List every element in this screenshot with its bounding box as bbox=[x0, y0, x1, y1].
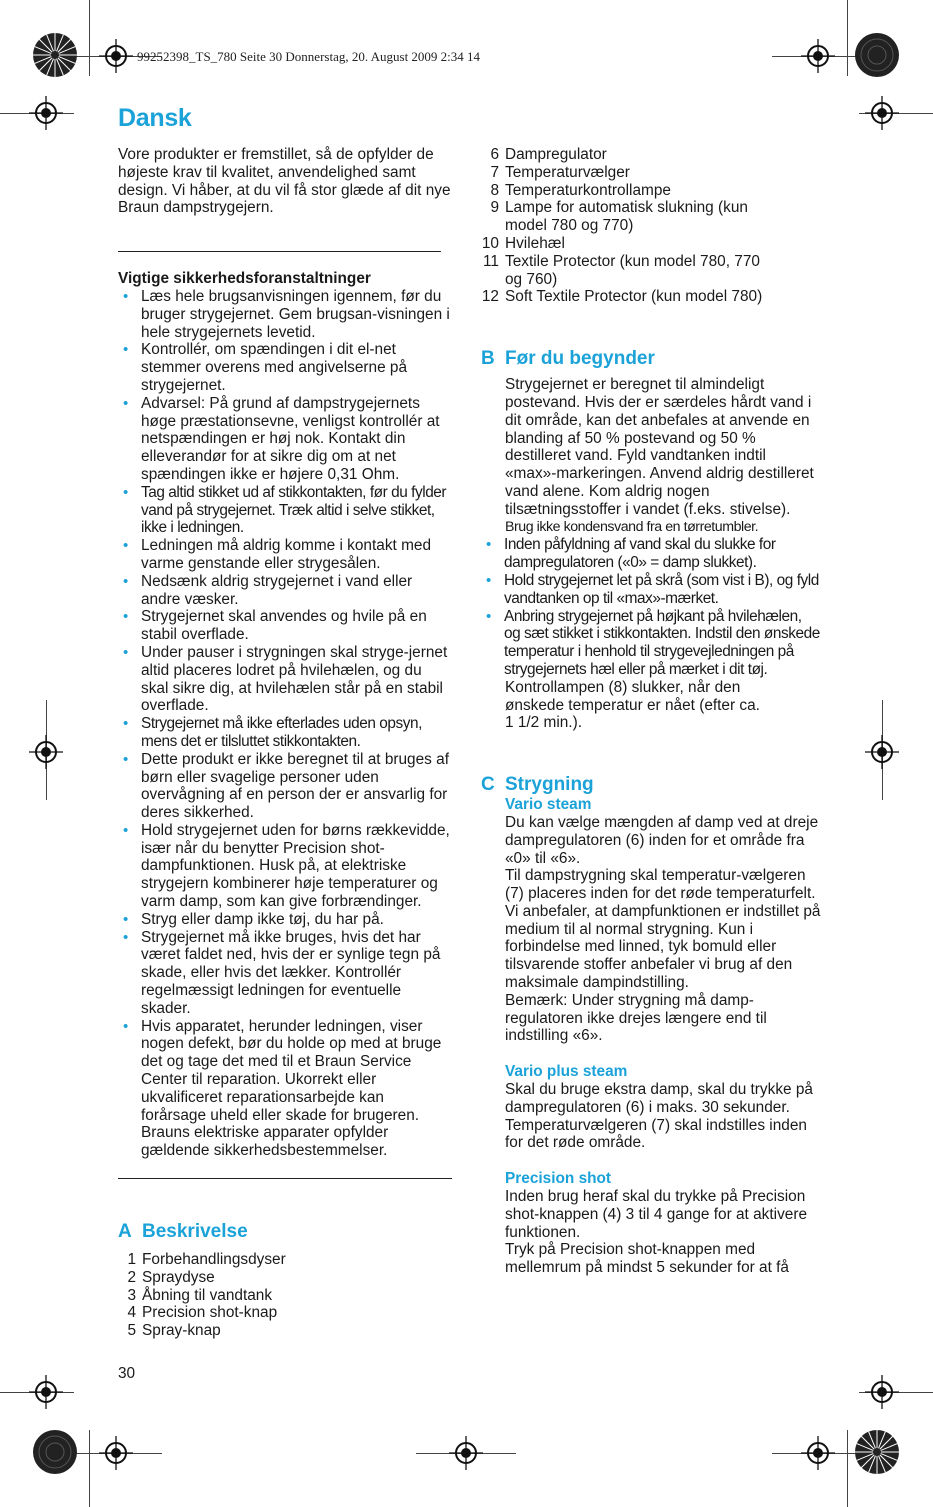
list-item: 11 Textile Protector (kun model 780, 770 og 760) bbox=[483, 252, 760, 288]
list-item: • Strygejernet må ikke bruges, hvis det har været faldet ned, hvis der er synlige tegn på skade, eller hvis det lækker. Kontrollér regelmæssigt ledningen for eventuelle skader. bbox=[123, 928, 441, 1017]
bullet-icon: • bbox=[123, 572, 129, 590]
list-item: • Læs hele brugsanvisningen igennem, før du bruger strygejernet. Gem brugsan-visningen i hele strygejernets levetid. bbox=[123, 287, 450, 341]
vario-steam-block: Vario steam Du kan vælge mængden af damp ved at dreje dampregulatoren (6) inden for et område fra «0» til «6». Til dampstrygning skal temperatur-vælgeren (7) placeres inden for det røde temperaturfelt. Vi anbefaler, at dampfunktionen er indstillet på medium til al normal strygning. Kun i forbindelse med linned, tyk bomuld eller tilsvarende stoffer anbefaler vi brug af den maksimale dampindstilling. Bemærk: Under strygning må damp-regulatoren ikke drejes længere end til indstilling «6». bbox=[505, 796, 821, 1045]
list-item: • Tag altid stikket ud af stikkontakten, før du fylder vand på strygejernet. Træk altid i selve stikket, ikke i ledningen. bbox=[123, 483, 447, 537]
crop-line bbox=[89, 1430, 90, 1507]
crop-line bbox=[847, 0, 848, 76]
section-b-after: Kontrollampen (8) slukker, når den ønskede temperatur er nået (efter ca. 1 1/2 min.). bbox=[505, 678, 760, 732]
registration-mark-icon bbox=[99, 39, 133, 73]
list-item: 6 Dampregulator bbox=[490, 146, 607, 163]
crop-line bbox=[89, 0, 90, 76]
precision-shot-block: Precision shot Inden brug heraf skal du trykke på Precision shot-knappen (4) 3 til 4 gange for at aktivere funktionen. Tryk på Precision shot-knappen med mellemrum på mindst 5 sekunder for at få bbox=[481, 1170, 821, 1277]
list-item: • Kontrollér, om spændingen i dit el-net stemmer overens med angivelserne på strygejernet. bbox=[123, 341, 408, 394]
section-b-heading: B Før du begynder bbox=[481, 348, 655, 370]
list-item: 9 Lampe for automatisk slukning (kun model 780 og 770) bbox=[490, 199, 748, 235]
starburst-target-icon bbox=[32, 1429, 78, 1475]
bullet-icon: • bbox=[123, 287, 129, 305]
list-item: 8 Temperaturkontrollampe bbox=[490, 181, 671, 199]
registration-mark-icon bbox=[29, 1375, 63, 1409]
bullet-icon: • bbox=[123, 910, 129, 928]
list-item: • Hvis apparatet, herunder ledningen, viser nogen defekt, bør du holde op med at bruge det og tage det med til et Braun Service Center til reparation. Ukorrekt eller ukvalificeret reparationsarbejde kan forårsage uheld eller skade for brugeren. Brauns elektriske apparater opfylder gældende sikkerhedsbestemmelser. bbox=[123, 1017, 442, 1160]
list-item: • Advarsel: På grund af dampstrygejernets høge præstationsevne, venligst kontrollér at netspændingen er høj nok. Kontakt din elleverandør for at sikre dig om at net spændingen ikke er højere 0,31 Ohm. bbox=[123, 394, 440, 483]
list-item: • Nedsænk aldrig strygejernet i vand eller andre væsker. bbox=[123, 572, 413, 608]
left-column bbox=[118, 146, 452, 1340]
parts-list-continued bbox=[481, 146, 821, 306]
list-item: • Under pauser i strygningen skal stryge-jernet altid placeres lodret på hvilehælen, og du skal sikre dig, at hvilehælen står på en stabil overflade. bbox=[123, 643, 448, 715]
bullet-icon: • bbox=[486, 607, 491, 625]
list-item: 2 Spraydyse bbox=[127, 1268, 215, 1286]
right-column bbox=[481, 146, 821, 1277]
list-item: • Ledningen må aldrig komme i kontakt med varme genstande eller strygesålen. bbox=[123, 537, 432, 572]
section-b-paragraph-last: Brug ikke kondensvand fra en tørretumbler. bbox=[505, 518, 759, 535]
vario-plus-block: Vario plus steam Skal du bruge ekstra damp, skal du trykke på dampregulatoren (6) i maks. 30 sekunder. Temperaturvælgeren (7) skal indstilles inden for det røde område. bbox=[481, 1063, 821, 1152]
list-item: 12 Soft Textile Protector (kun model 780) bbox=[481, 288, 763, 306]
list-item: • Hold strygejernet uden for børns rækkevidde, især når du benytter Precision shot-dampfunktionen. Husk på, at elektriske strygejern kombinerer høje temperaturer og varm damp, som kan give forbrændinger. bbox=[123, 821, 450, 911]
starburst-target-icon bbox=[854, 1429, 900, 1475]
registration-mark-icon bbox=[865, 1375, 899, 1409]
intro-paragraph: Vore produkter er fremstillet, så de opfylder de højeste krav til kvalitet, anvendelighed samt design. Vi håber, at du vil få stor glæde af dit nye Braun dampstrygejern. bbox=[118, 146, 451, 217]
starburst-target-icon bbox=[32, 32, 78, 78]
section-c-heading: C Strygning bbox=[481, 774, 594, 796]
bullet-icon: • bbox=[123, 537, 129, 555]
vario-plus-heading: Vario plus steam bbox=[505, 1063, 628, 1081]
parts-list bbox=[118, 1251, 452, 1340]
section-b-paragraph: Strygejernet er beregnet til almindeligt postevand. Hvis der er særdeles hårdt vand i dit område, kan det anbefales at anvende en blanding af 50 % postevand og 50 % destilleret vand. Fyld vandtanken indtil «max»-markeringen. Anvend aldrig destilleret vand alene. Kom aldrig nogen tilsætningsstoffer i vandet (f.eks. stivelse). bbox=[505, 376, 814, 518]
page-number: 30 bbox=[118, 1365, 136, 1382]
list-item: • Inden påfyldning af vand skal du slukke for dampregulatoren («0» = damp slukket). bbox=[486, 536, 776, 572]
starburst-target-icon bbox=[854, 32, 900, 78]
bullet-icon: • bbox=[486, 571, 491, 589]
bullet-icon: • bbox=[123, 1017, 129, 1035]
list-item: 1 Forbehandlingsdyser bbox=[127, 1251, 286, 1269]
bullet-icon: • bbox=[123, 643, 129, 661]
registration-mark-icon bbox=[99, 1436, 133, 1470]
registration-mark-icon bbox=[449, 1436, 483, 1470]
precision-shot-heading: Precision shot bbox=[505, 1170, 612, 1188]
bullet-icon: • bbox=[123, 821, 129, 839]
registration-mark-icon bbox=[29, 735, 63, 769]
safety-heading: Vigtige sikkerhedsforanstaltninger bbox=[118, 270, 371, 288]
list-item: • Dette produkt er ikke beregnet til at bruges af børn eller svagelige personer uden overvågning af en person der er ansvarlig for deres sikkerhed. bbox=[123, 750, 449, 822]
registration-mark-icon bbox=[865, 96, 899, 130]
list-item: 7 Temperaturvælger bbox=[490, 163, 630, 181]
bullet-icon: • bbox=[123, 483, 128, 501]
list-item: 3 Åbning til vandtank bbox=[127, 1286, 273, 1304]
section-b-steps bbox=[481, 536, 821, 678]
bullet-icon: • bbox=[486, 536, 491, 554]
page-title: Dansk bbox=[118, 104, 192, 132]
list-item: 5 Spray-knap bbox=[127, 1322, 221, 1340]
list-item: • Strygejernet må ikke efterlades uden opsyn, mens det er tilsluttet stikkontakten. bbox=[123, 715, 422, 750]
list-item: 4 Precision shot-knap bbox=[127, 1304, 278, 1322]
list-item: • Anbring strygejernet på højkant på hvilehælen, og sæt stikket i stikkontakten. Indstil den ønskede temperatur i henhold til strygevejledningen på strygejernets hæl eller på mærket i dit tøj. bbox=[486, 607, 820, 678]
safety-list bbox=[118, 288, 452, 1160]
bullet-icon: • bbox=[123, 928, 129, 946]
divider bbox=[118, 1178, 452, 1179]
bullet-icon: • bbox=[123, 750, 129, 768]
print-slug: 99252398_TS_780 Seite 30 Donnerstag, 20. August 2009 2:34 14 bbox=[137, 49, 481, 64]
list-item: 10 Hvilehæl bbox=[481, 234, 565, 252]
registration-mark-icon bbox=[801, 1436, 835, 1470]
divider bbox=[118, 251, 441, 252]
registration-mark-icon bbox=[865, 735, 899, 769]
bullet-icon: • bbox=[123, 608, 129, 626]
registration-mark-icon bbox=[29, 96, 63, 130]
list-item: • Hold strygejernet let på skrå (som vist i B), og fyld vandtanken op til «max»-mærket. bbox=[486, 571, 819, 607]
registration-mark-icon bbox=[801, 39, 835, 73]
bullet-icon: • bbox=[123, 715, 128, 733]
crop-line bbox=[847, 1430, 848, 1507]
section-a-heading: A Beskrivelse bbox=[118, 1221, 248, 1243]
list-item: • Strygejernet skal anvendes og hvile på en stabil overflade. bbox=[123, 608, 427, 644]
bullet-icon: • bbox=[123, 341, 129, 359]
bullet-icon: • bbox=[123, 394, 129, 412]
list-item: • Stryg eller damp ikke tøj, du har på. bbox=[123, 910, 384, 928]
vario-steam-heading: Vario steam bbox=[505, 796, 592, 814]
